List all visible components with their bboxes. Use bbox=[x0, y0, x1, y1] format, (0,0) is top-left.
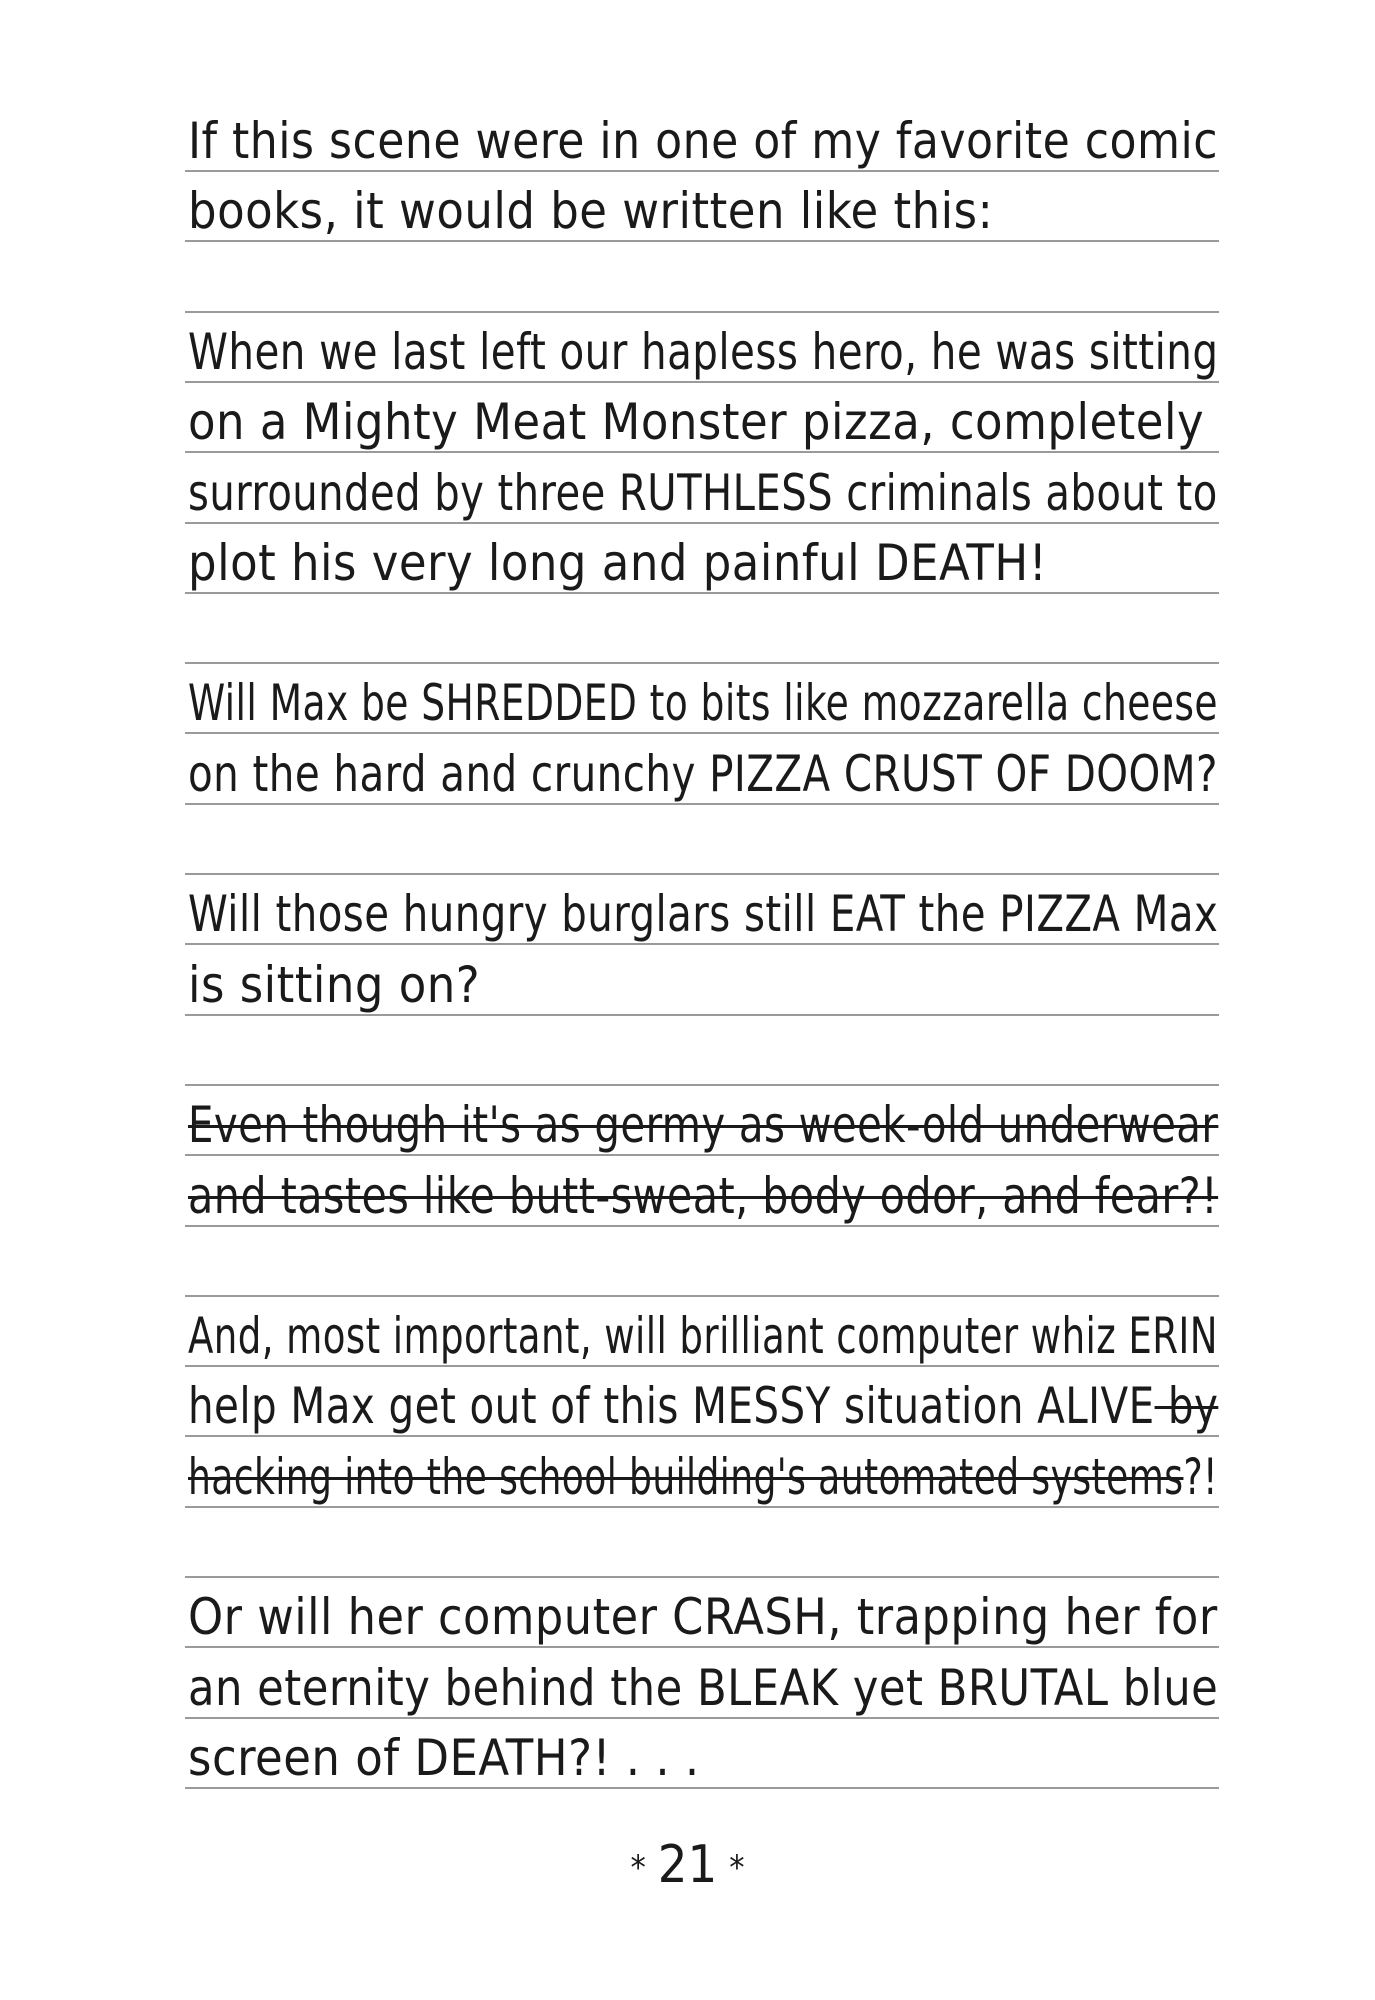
text-line bbox=[188, 1661, 1218, 1715]
text-line bbox=[188, 1731, 700, 1785]
line-text: Or will her computer CRASH, trapping her for bbox=[188, 1588, 1218, 1646]
line-text: on a Mighty Meat Monster pizza, completely bbox=[188, 393, 1205, 451]
struck-text: by bbox=[1154, 1377, 1219, 1435]
text-line bbox=[188, 184, 993, 238]
line-text: When we last left our hapless hero, he was sitting bbox=[188, 323, 1219, 381]
struck-text: and tastes like butt-sweat, body odor, and fear?! bbox=[188, 1167, 1219, 1225]
ruled-line bbox=[185, 311, 1219, 313]
ornament-star-left: * bbox=[630, 1848, 646, 1888]
ruled-line bbox=[185, 1295, 1219, 1297]
ruled-line bbox=[185, 1225, 1219, 1227]
line-text: Will those hungry burglars still EAT the PIZZA Max bbox=[188, 885, 1219, 943]
ruled-line bbox=[185, 1154, 1219, 1156]
page-number: 21 bbox=[657, 1835, 718, 1895]
ruled-line bbox=[185, 943, 1219, 945]
ruled-line bbox=[185, 732, 1219, 734]
ruled-line bbox=[185, 662, 1219, 664]
ruled-line bbox=[185, 522, 1219, 524]
line-text: ?! bbox=[1183, 1448, 1218, 1506]
ornament-star-right: * bbox=[729, 1848, 745, 1888]
ruled-line bbox=[185, 1365, 1219, 1367]
ruled-line bbox=[185, 1717, 1219, 1719]
ruled-line bbox=[185, 1435, 1219, 1437]
line-text: help Max get out of this MESSY situation ALIVE bbox=[188, 1377, 1155, 1435]
line-text: And, most important, will brilliant computer whiz ERIN bbox=[188, 1307, 1218, 1365]
text-line bbox=[188, 958, 480, 1012]
text-line bbox=[188, 1309, 1218, 1363]
text-line bbox=[188, 1169, 1218, 1223]
text-line bbox=[188, 676, 1218, 730]
line-text: If this scene were in one of my favorite comic bbox=[188, 112, 1218, 170]
text-line bbox=[188, 1590, 1218, 1644]
ruled-line bbox=[185, 240, 1219, 242]
ruled-line bbox=[185, 381, 1219, 383]
struck-text: hacking into the school building's automated systems bbox=[188, 1448, 1184, 1506]
ruled-line bbox=[185, 1014, 1219, 1016]
line-text: is sitting on? bbox=[188, 956, 481, 1014]
line-text: Will Max be SHREDDED to bits like mozzarella cheese bbox=[188, 674, 1218, 732]
text-line bbox=[188, 1450, 1218, 1504]
text-line bbox=[188, 325, 1218, 379]
text-line bbox=[188, 395, 1204, 449]
ruled-line bbox=[185, 592, 1219, 594]
text-line bbox=[188, 1379, 1218, 1433]
text-line bbox=[188, 536, 1047, 590]
ruled-line bbox=[185, 170, 1219, 172]
struck-text: Even though it's as germy as week-old underwear bbox=[188, 1096, 1219, 1154]
text-line bbox=[188, 466, 1218, 520]
ruled-line bbox=[185, 1646, 1219, 1648]
line-text: an eternity behind the BLEAK yet BRUTAL blue bbox=[188, 1659, 1219, 1717]
text-line bbox=[188, 747, 1218, 801]
page-number-footer bbox=[0, 1835, 1375, 1898]
ruled-line bbox=[185, 1576, 1219, 1578]
line-text: on the hard and crunchy PIZZA CRUST OF DOOM? bbox=[188, 745, 1218, 803]
ruled-line bbox=[185, 1506, 1219, 1508]
line-text: screen of DEATH?! . . . bbox=[188, 1729, 700, 1787]
ruled-line bbox=[185, 1084, 1219, 1086]
line-text: books, it would be written like this: bbox=[188, 182, 994, 240]
line-text: plot his very long and painful DEATH! bbox=[188, 534, 1048, 592]
text-line bbox=[188, 114, 1218, 168]
ruled-line bbox=[185, 451, 1219, 453]
text-line bbox=[188, 1098, 1218, 1152]
ruled-line bbox=[185, 873, 1219, 875]
text-line bbox=[188, 887, 1218, 941]
ruled-line bbox=[185, 803, 1219, 805]
ruled-line bbox=[185, 1787, 1219, 1789]
line-text: surrounded by three RUTHLESS criminals about to bbox=[188, 464, 1218, 522]
